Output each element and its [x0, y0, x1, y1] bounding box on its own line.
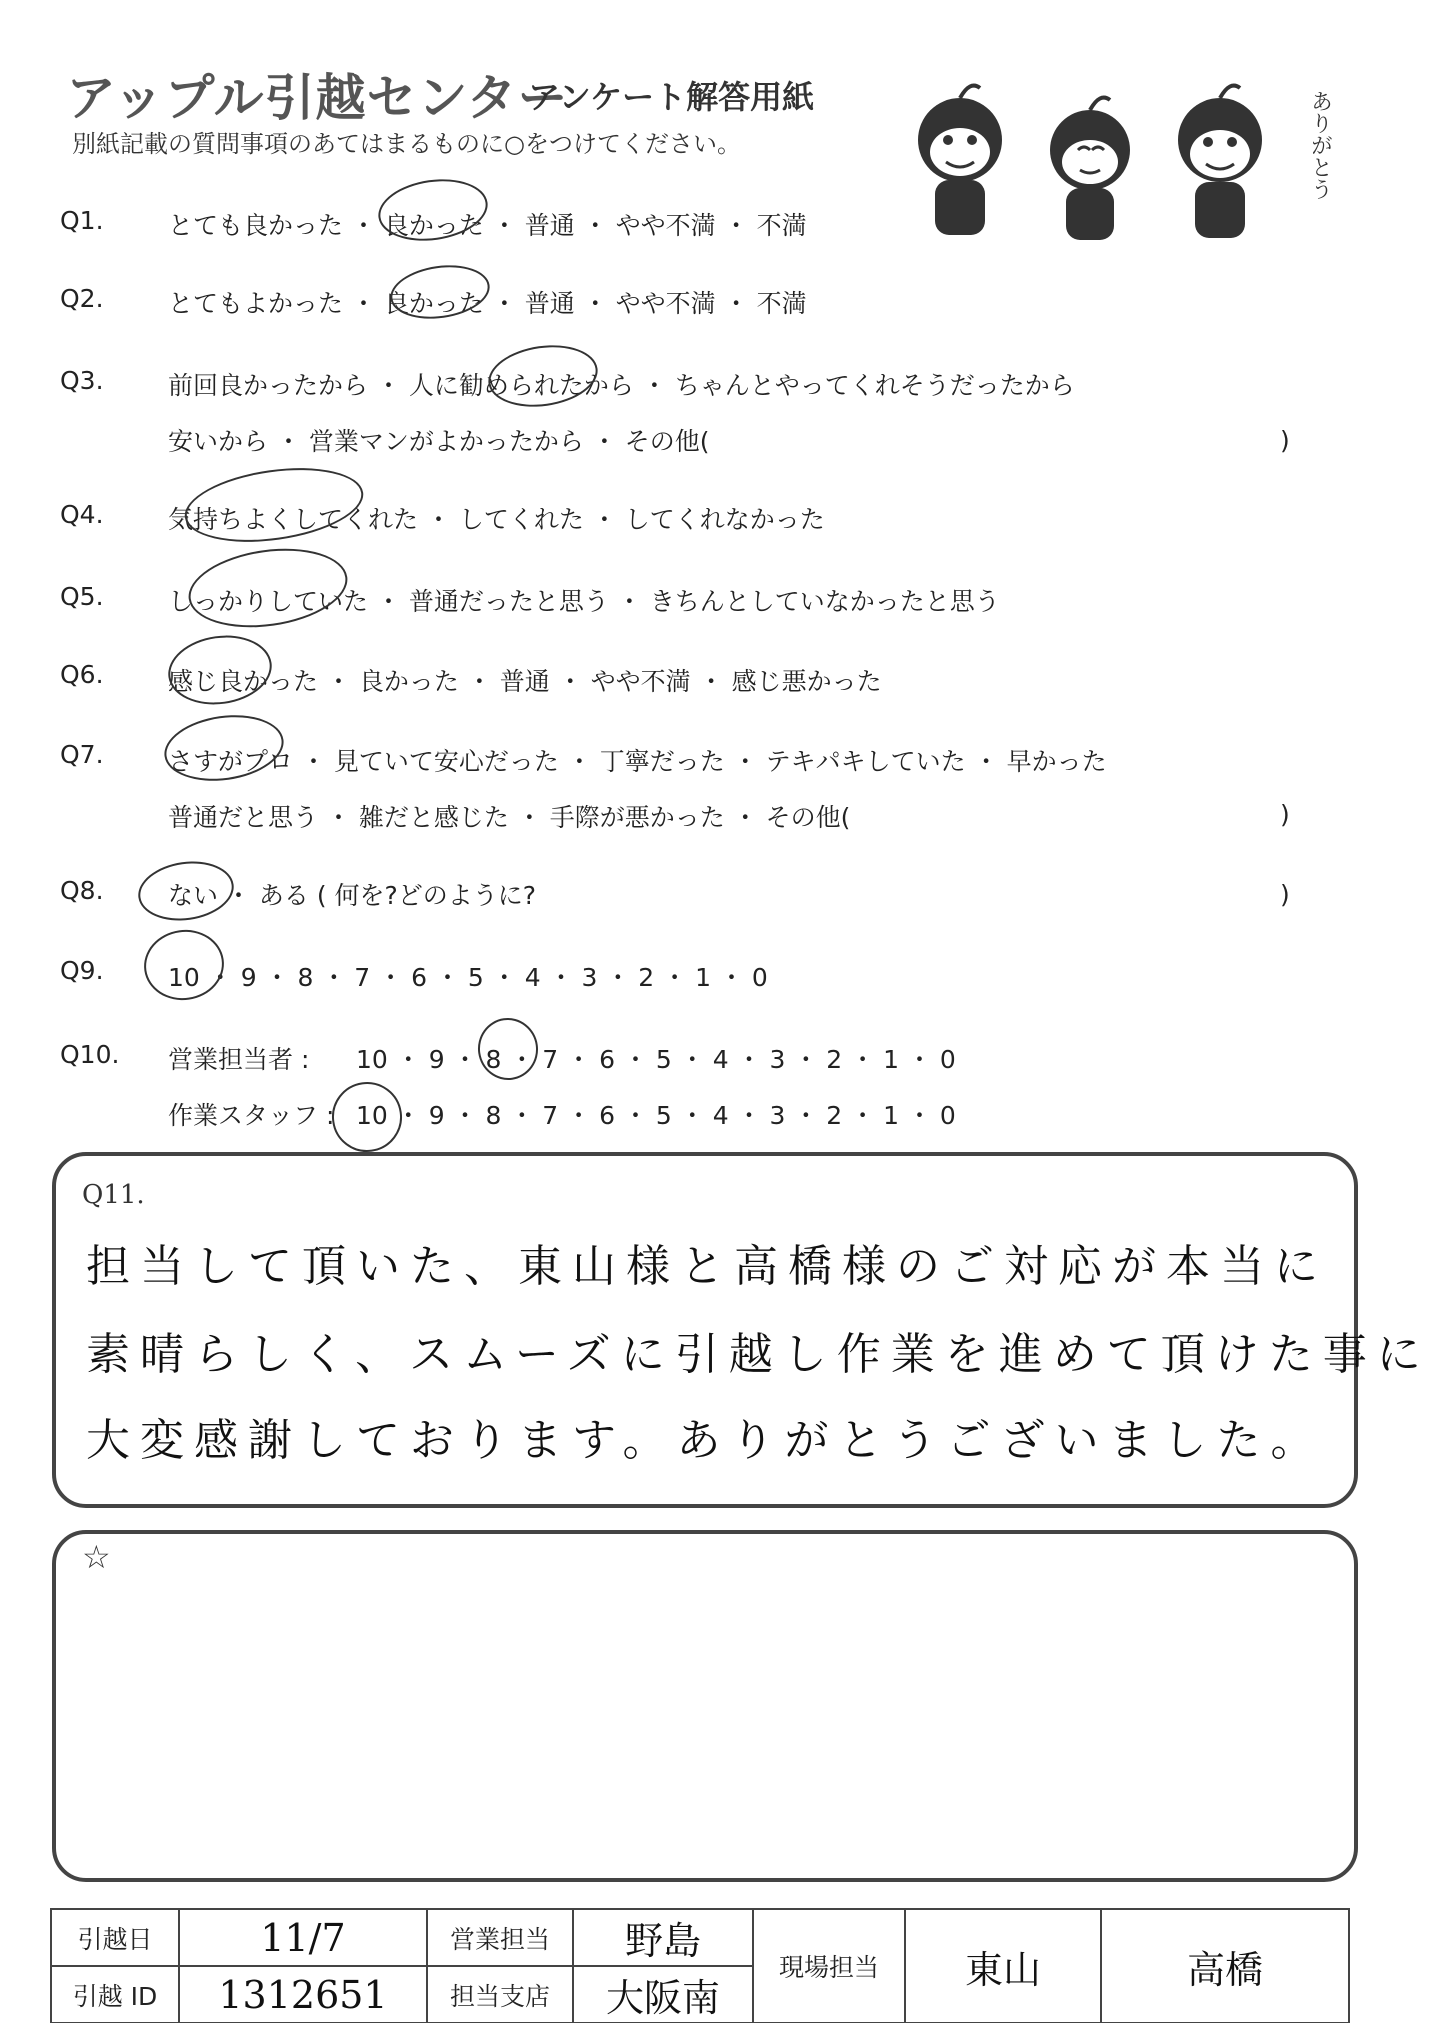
q8-close-paren: ) — [1280, 880, 1290, 909]
q6-label: Q6. — [60, 660, 104, 689]
survey-title: アップル引越センター — [66, 69, 569, 127]
monkey-mascot-middle — [1050, 98, 1130, 240]
q4-options: 気持ちよくしてくれた ・ してくれた ・ してくれなかった — [168, 505, 825, 534]
move-date-label: 引越日 — [51, 1909, 179, 1966]
q3-options-line1: 前回良かったから ・ 人に勧められたから ・ ちゃんとやってくれそうだったから — [168, 371, 1075, 400]
site-staff-label: 現場担当 — [753, 1909, 905, 2023]
sales-rep-value: 野島 — [573, 1909, 753, 1966]
q8-options: ない ・ ある ( 何を?どのように? — [168, 881, 537, 910]
q3-label: Q3. — [60, 366, 104, 395]
sales-rep-label: 営業担当 — [427, 1909, 573, 1966]
q10-sales-scale: 10 ・ 9 ・ 8 ・ 7 ・ 6 ・ 5 ・ 4 ・ 3 ・ 2 ・ 1 ・ 0 — [356, 1045, 956, 1074]
q10-label: Q10. — [60, 1040, 120, 1069]
footer-info-table — [50, 1908, 1350, 2023]
q5-label: Q5. — [60, 582, 104, 611]
site-staff-1: 東山 — [905, 1909, 1101, 2023]
q11-response-line2: 素晴らしく、スムーズに引越し作業を進めて頂けた事に — [86, 1329, 1431, 1380]
monkey-mascot-left — [918, 86, 1002, 235]
q7-close-paren: ) — [1280, 800, 1290, 829]
thanks-text: ありがとう — [1307, 90, 1333, 200]
q10-staff-label: 作業スタッフ : — [168, 1101, 335, 1130]
q1-label: Q1. — [60, 206, 104, 235]
q4-selection-circle — [180, 458, 368, 552]
move-id-value: 1312651 — [179, 1966, 427, 2023]
q10-sales-label: 営業担当者 : — [168, 1045, 310, 1074]
q9-label: Q9. — [60, 956, 104, 985]
star-icon: ☆ — [82, 1538, 111, 1576]
q3-close-paren: ) — [1280, 426, 1290, 455]
q10-staff-selection-circle — [327, 1077, 406, 1156]
move-date-value: 11/7 — [179, 1909, 427, 1966]
move-id-label: 引越 ID — [51, 1966, 179, 2023]
q8-label: Q8. — [60, 876, 104, 905]
q10-staff-scale: 10 ・ 9 ・ 8 ・ 7 ・ 6 ・ 5 ・ 4 ・ 3 ・ 2 ・ 1 ・ 0 — [356, 1101, 956, 1130]
q7-label: Q7. — [60, 740, 104, 769]
q6-options: 感じ良かった ・ 良かった ・ 普通 ・ やや不満 ・ 感じ悪かった — [168, 667, 882, 696]
star-comment-box — [52, 1530, 1358, 1882]
site-staff-2: 高橋 — [1101, 1909, 1349, 2023]
q4-label: Q4. — [60, 500, 104, 529]
monkey-mascot-right — [1178, 86, 1262, 238]
survey-instruction: 別紙記載の質問事項のあてはまるものに○をつけてください。 — [72, 130, 741, 158]
branch-value: 大阪南 — [573, 1966, 753, 2023]
q7-options-line2: 普通だと思う ・ 雑だと感じた ・ 手際が悪かった ・ その他( — [168, 803, 851, 832]
q11-response-line3: 大変感謝しております。ありがとうございました。 — [86, 1415, 1325, 1466]
branch-label: 担当支店 — [427, 1966, 573, 2023]
q2-options: とてもよかった ・ 良かった ・ 普通 ・ やや不満 ・ 不満 — [168, 289, 807, 318]
q8-selection-circle — [134, 856, 237, 927]
q6-selection-circle — [164, 629, 276, 711]
q3-options-line2: 安いから ・ 営業マンがよかったから ・ その他( — [168, 427, 710, 456]
monkey-mascots-illustration — [880, 70, 1350, 250]
q7-options-line1: さすがプロ ・ 見ていて安心だった ・ 丁寧だった ・ テキパキしていた ・ 早かった — [168, 747, 1107, 776]
q11-response-line1: 担当して頂いた、東山様と高橋様のご対応が本当に — [86, 1241, 1328, 1292]
survey-subtitle: アンケート解答用紙 — [528, 78, 815, 116]
q5-selection-circle — [183, 539, 352, 637]
q2-label: Q2. — [60, 284, 104, 313]
q11-label: Q11. — [82, 1180, 145, 1210]
q5-options: しっかりしていた ・ 普通だったと思う ・ きちんとしていなかったと思う — [168, 587, 1000, 616]
q1-options: とても良かった ・ 良かった ・ 普通 ・ やや不満 ・ 不満 — [168, 211, 807, 240]
q9-scale: 10 ・ 9 ・ 8 ・ 7 ・ 6 ・ 5 ・ 4 ・ 3 ・ 2 ・ 1 ・ 0 — [168, 963, 768, 992]
q3-selection-circle — [484, 339, 601, 414]
